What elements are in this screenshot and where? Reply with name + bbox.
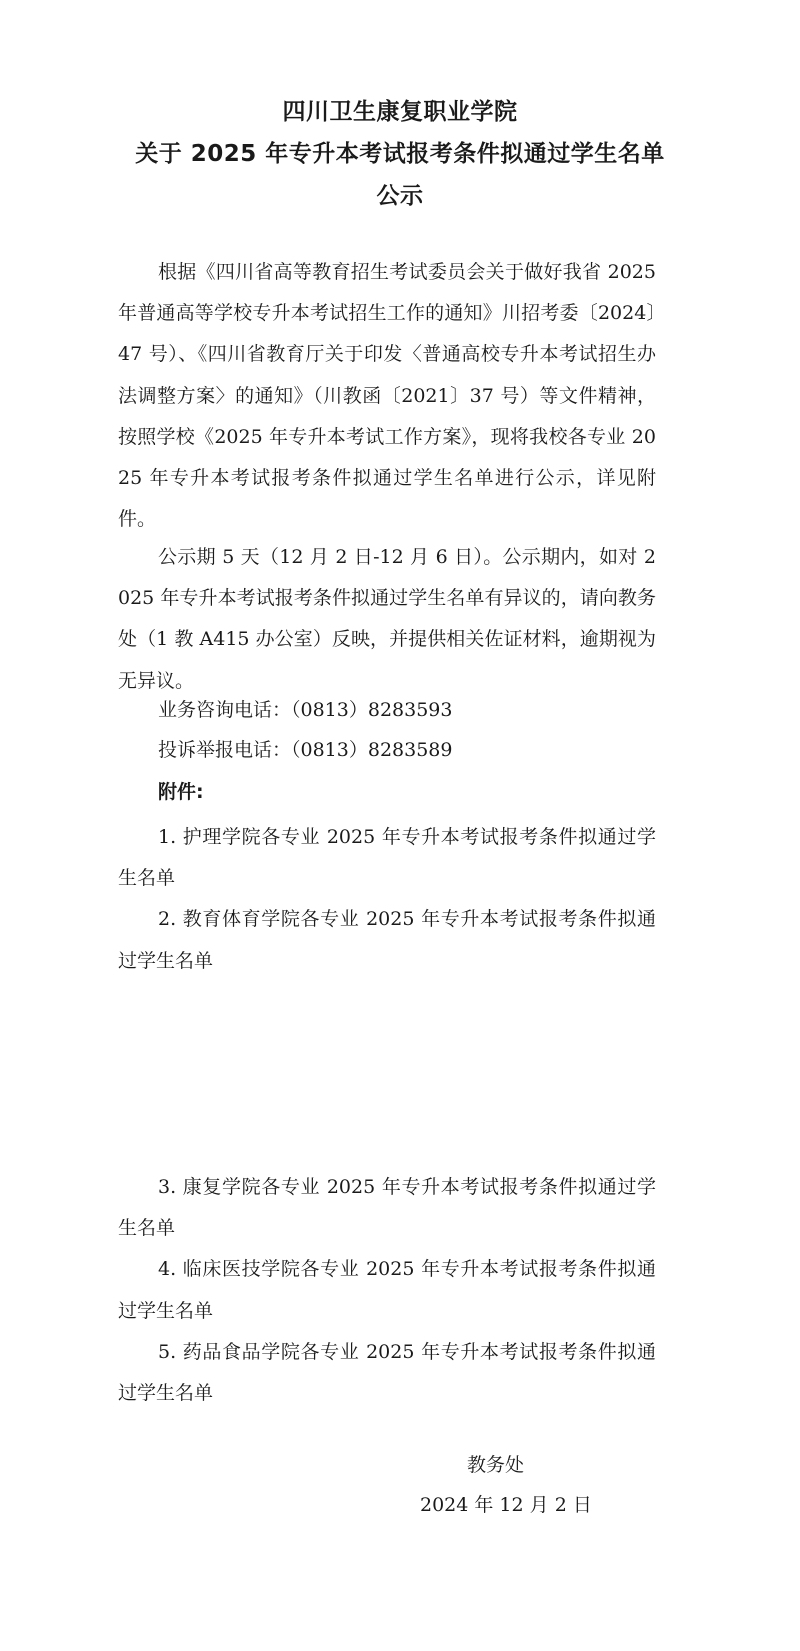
attachment-item: 1. 护理学院各专业 2025 年专升本考试报考条件拟通过学生名单 [118, 826, 656, 890]
signature-date: 2024 年 12 月 2 日 [420, 1494, 592, 1516]
period-paragraph: 公示期 5 天（12 月 2 日-12 月 6 日）。公示期内，如对 2025 年专升本考试报考条件拟通过学生名单有异议的，请向教务处（1 教 A415 办公室）反映，并提供相关佐证材料，逾期视为无异议。 [118, 546, 656, 692]
consult-phone: 业务咨询电话：（0813）8283593 [158, 699, 453, 721]
attachment-item: 5. 药品食品学院各专业 2025 年专升本考试报考条件拟通过学生名单 [118, 1340, 656, 1405]
main-paragraph: 根据《四川省高等教育招生考试委员会关于做好我省 2025 年普通高等学校专升本考试招生工作的通知》川招考委〔2024〕47 号）、《四川省教育厅关于印发〈普通高校专升本考试招生办法调整方案〉的通知》（川教函〔2021〕37 号）等文件精神，按照学校《2025 年专升本考试工作方案》，现将我校各专业 2025 年专升本考试报考条件拟通过学生名单进行公示，详见附件。 [118, 261, 656, 531]
attachment-item: 4. 临床医技学院各专业 2025 年专升本考试报考条件拟通过学生名单 [118, 1258, 656, 1322]
main-paragraph-block [118, 252, 656, 540]
report-phone: 投诉举报电话：（0813）8283589 [158, 739, 453, 761]
period-paragraph-block [118, 537, 656, 702]
school-name: 四川卫生康复职业学院 [282, 99, 518, 125]
notice-kind: 公示 [376, 183, 424, 209]
attachment-list-part-2 [118, 1167, 656, 1414]
signature-department: 教务处 [467, 1454, 525, 1476]
attachment-item: 2. 教育体育学院各专业 2025 年专升本考试报考条件拟通过学生名单 [118, 908, 656, 972]
attachment-list-part-1 [118, 817, 656, 982]
attachments-heading: 附件: [158, 781, 204, 803]
attachment-item: 3. 康复学院各专业 2025 年专升本考试报考条件拟通过学生名单 [118, 1176, 656, 1240]
notice-subject: 关于 2025 年专升本考试报考条件拟通过学生名单 [135, 141, 665, 167]
